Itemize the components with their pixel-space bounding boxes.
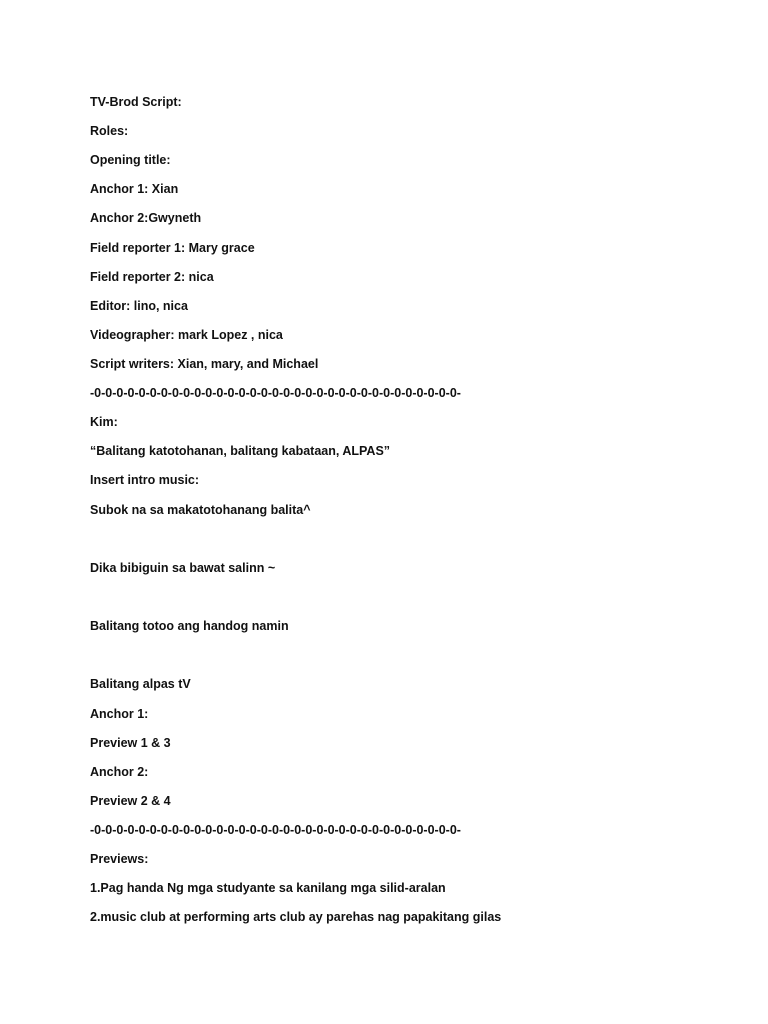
anchor-1-previews: Preview 1 & 3 [90, 736, 171, 750]
anchor-2-role: Anchor 2:Gwyneth [90, 211, 202, 225]
videographer-role: Videographer: mark Lopez , nica [90, 328, 283, 342]
separator-line: -0-0-0-0-0-0-0-0-0-0-0-0-0-0-0-0-0-0-0-0-0-0-0-0-0-0-0-0-0-0-0-0-0- [90, 823, 461, 837]
script-title: TV-Brod Script: [90, 95, 182, 109]
speaker-line: Kim: [90, 415, 118, 429]
anchor-1-role: Anchor 1: Xian [90, 182, 179, 196]
anchor-2-previews: Preview 2 & 4 [90, 794, 171, 808]
separator-line: -0-0-0-0-0-0-0-0-0-0-0-0-0-0-0-0-0-0-0-0-0-0-0-0-0-0-0-0-0-0-0-0-0- [90, 386, 461, 400]
opening-title-line: Opening title: [90, 153, 171, 167]
intro-music-cue: Insert intro music: [90, 473, 200, 487]
tagline-quote: “Balitang katotohanan, balitang kabataan, ALPAS” [90, 444, 391, 458]
field-reporter-1-role: Field reporter 1: Mary grace [90, 241, 255, 255]
jingle-line-1: Subok na sa makatotohanang balita^ [90, 503, 311, 517]
editor-role: Editor: lino, nica [90, 299, 188, 313]
previews-heading: Previews: [90, 852, 149, 866]
jingle-line-4: Balitang alpas tV [90, 677, 191, 691]
anchor-2-label: Anchor 2: [90, 765, 149, 779]
jingle-line-3: Balitang totoo ang handog namin [90, 619, 289, 633]
field-reporter-2-role: Field reporter 2: nica [90, 270, 214, 284]
preview-item: 2.music club at performing arts club ay parehas nag papakitang gilas [90, 910, 502, 924]
anchor-1-label: Anchor 1: [90, 707, 149, 721]
roles-heading: Roles: [90, 124, 129, 138]
jingle-line-2: Dika bibiguin sa bawat salinn ~ [90, 561, 276, 575]
script-writers-role: Script writers: Xian, mary, and Michael [90, 357, 319, 371]
preview-item: 1.Pag handa Ng mga studyante sa kanilang mga silid-aralan [90, 881, 446, 895]
